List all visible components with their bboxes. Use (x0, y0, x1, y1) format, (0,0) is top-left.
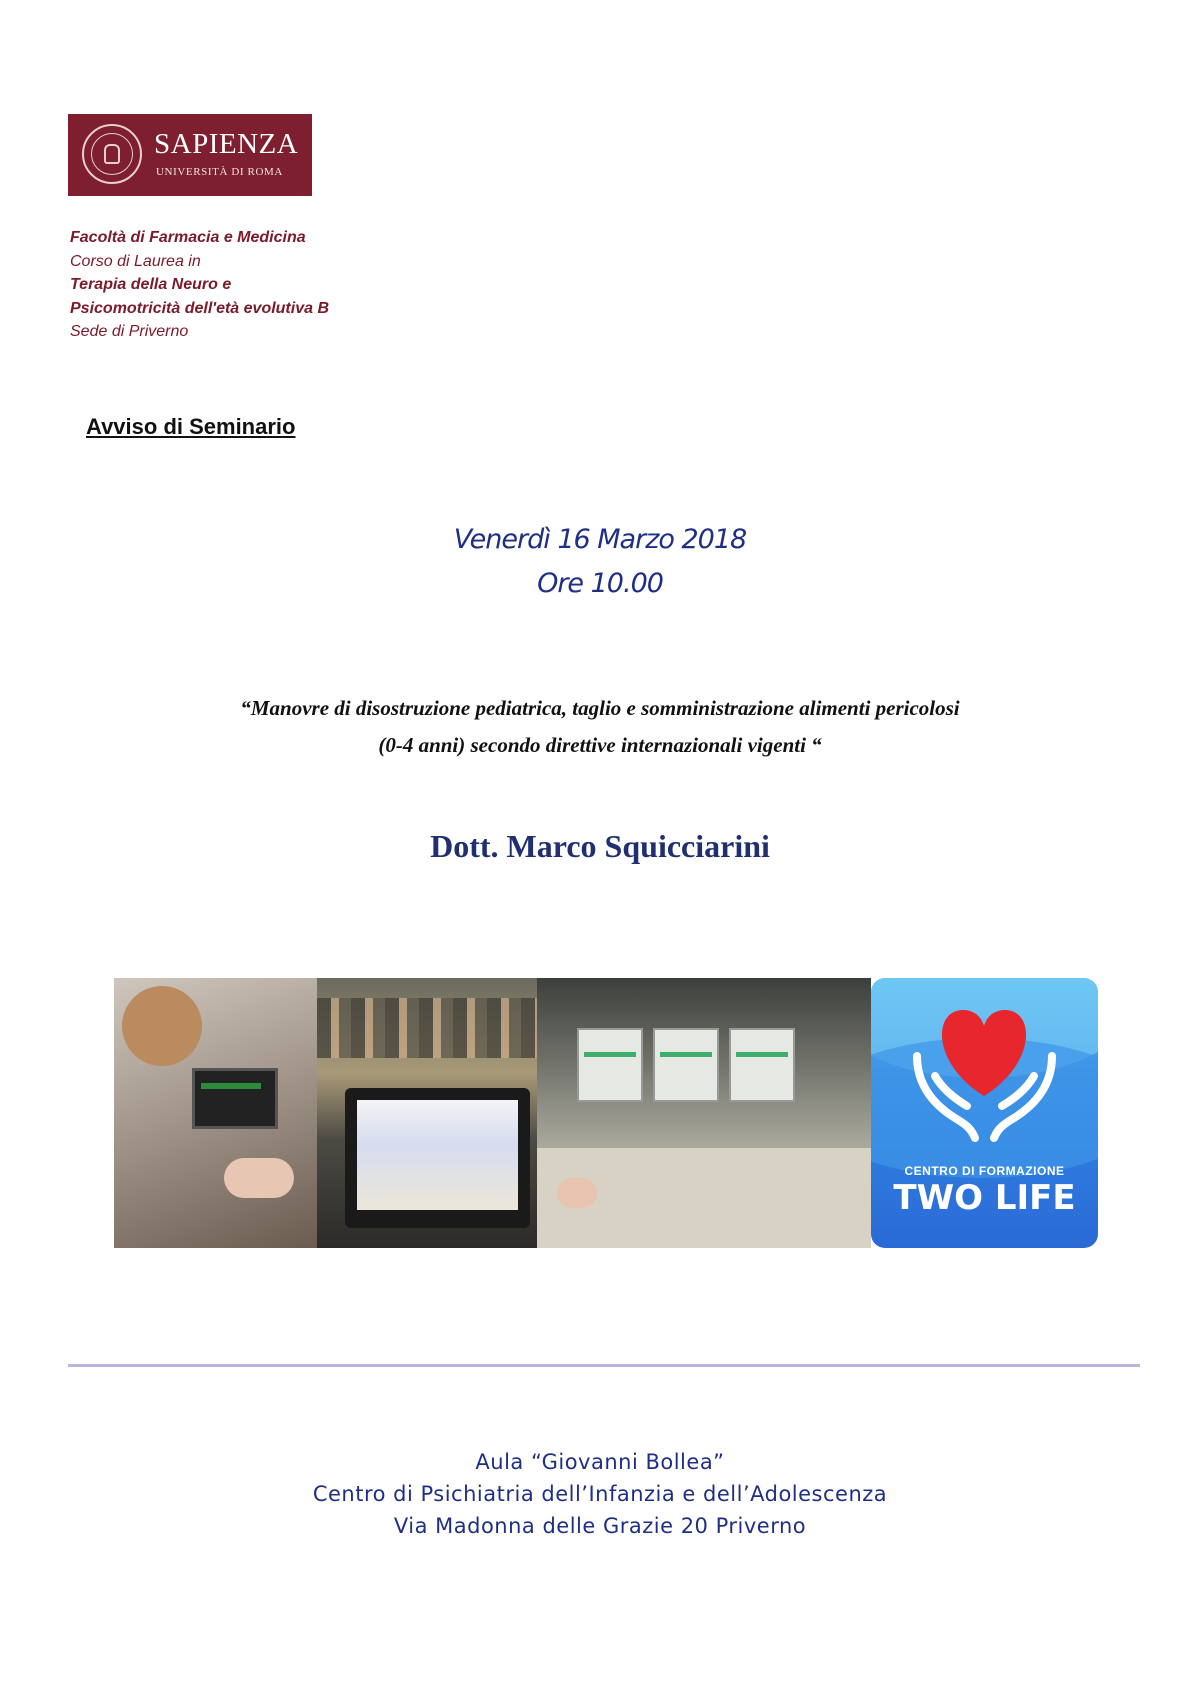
seminar-title-line2: (0-4 anni) secondo direttive internazionali vigenti “ (378, 733, 822, 757)
photo-monitor (653, 1028, 719, 1102)
faculty-name: Facoltà di Farmacia e Medicina (70, 229, 306, 246)
photo-monitor (729, 1028, 795, 1102)
notice-heading: Avviso di Seminario (86, 414, 296, 439)
photo-manikin (557, 1178, 597, 1208)
photo-monitor (577, 1028, 643, 1102)
photo-cpr-training (114, 978, 317, 1248)
photo-audience (317, 998, 537, 1058)
sapienza-logo (68, 114, 312, 196)
photo-laptop (192, 1068, 278, 1129)
photo-classroom (317, 978, 537, 1248)
seminar-title (0, 690, 1200, 764)
event-time: Ore 10.00 (537, 568, 663, 599)
event-datetime (0, 518, 1200, 606)
venue-address: Via Madonna delle Grazie 20 Priverno (393, 1514, 807, 1538)
photo-strip (114, 978, 1098, 1248)
site-name: Sede di Priverno (70, 323, 189, 340)
course-intro: Corso di Laurea in (70, 252, 201, 270)
photo-person (122, 986, 202, 1066)
seminar-title-line1: “Manovre di disostruzione pediatrica, taglio e somministrazione alimenti pericolosi (240, 696, 960, 720)
photo-infant-manikin (224, 1158, 294, 1198)
photo-presentation-screen (345, 1088, 530, 1228)
course-name-line2: Psicomotricità dell'età evolutiva B (70, 299, 329, 317)
partner-name: TWO LIFE (893, 1178, 1076, 1218)
faculty-info (70, 226, 329, 344)
divider (68, 1364, 1140, 1367)
venue-info (0, 1446, 1200, 1542)
course-name-line1: Terapia della Neuro e (70, 276, 232, 293)
venue-center: Centro di Psichiatria dell’Infanzia e dell’Adolescenza (312, 1482, 888, 1506)
venue-room: Aula “Giovanni Bollea” (475, 1450, 725, 1474)
university-subtitle: UNIVERSITÀ DI ROMA (156, 166, 283, 178)
partner-caption: CENTRO DI FORMAZIONE (904, 1164, 1065, 1178)
photo-training-room (537, 978, 871, 1248)
university-name: SAPIENZA (154, 128, 299, 160)
event-date: Venerdì 16 Marzo 2018 (453, 524, 747, 555)
two-life-logo (871, 978, 1098, 1248)
speaker-name: Dott. Marco Squicciarini (430, 828, 770, 864)
sapienza-seal-icon (82, 124, 142, 184)
